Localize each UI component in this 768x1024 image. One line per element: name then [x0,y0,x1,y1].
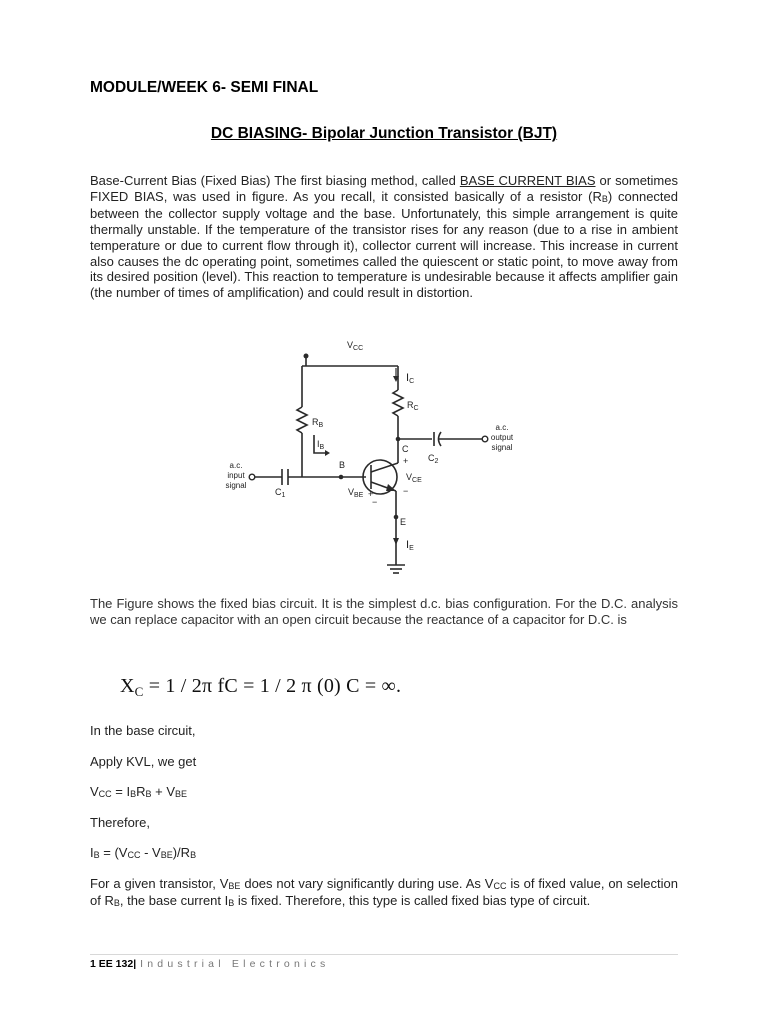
footer-divider [90,954,678,955]
ic-label: $I_C$ [406,372,415,385]
page-number: 1 EE 132| [90,958,137,970]
output-signal-label-2: output [490,433,514,442]
page-footer [90,958,329,970]
therefore-text: Therefore, [90,815,150,830]
course-name: Industrial Electronics [140,958,330,970]
vbe-plus: + [368,489,374,499]
equation-vcc: VCC = IBRB + VBE [90,784,188,799]
ie-label: $I_E$ [406,539,414,552]
page-title: DC BIASING- Bipolar Junction Transistor (BJT) [210,125,558,142]
c2-label: $C_2$ [428,453,439,465]
analysis-paragraph: The Figure shows the fixed bias circuit. It is the simplest d.c. bias configuration. For the D.C. analysis we can replace capacitor with an open circuit because the reactance of a capacitor for D.C. is [90,596,678,627]
vbe-minus: − [372,497,378,507]
ib-label: $I_B$ [317,439,325,451]
input-signal-label-1: a.c. [229,461,243,470]
reactance-formula: $X_C = 1 / 2\pi$ fC = 1 / 2 π (0) C = ∞. [120,675,402,699]
collector-node-label: C [402,444,409,454]
vbe-label: $V_{BE}$ [348,487,364,499]
vce-minus: − [403,486,409,496]
intro-paragraph: Base-Current Bias (Fixed Bias) The first biasing method, called BASE CURRENT BIAS or sometimes FIXED BIAS, was used in figure. As you recall, it consisted basically of a resistor (RB) connected between the collector supply voltage and the base. Unfortunately, this simple arrangement is quite thermally unstable. If the temperature of the transistor rises for any reason (due to a rise in ambient temperature or due to current flow through it), collector current will increase. This increase in current also causes the dc operating point, sometimes called the quiescent or static point, to move away from its desired position (level). This reaction to temperature is undesirable because it affects amplifier gain (the number of times of amplification) and could result in distortion. [90,173,678,300]
vcc-label: $V_{CC}$ [347,340,364,352]
vce-plus: + [403,456,409,466]
input-signal-label-2: input [227,471,245,480]
emitter-node-label: E [400,517,407,527]
base-circuit-text: In the base circuit, [90,723,196,738]
base-node-label: B [339,460,346,470]
base-current-bias-link: BASE CURRENT BIAS [459,173,596,188]
fixed-bias-conclusion: For a given transistor, VBE does not vary significantly during use. As VCC is of fixed value, on selection of RB, the base current IB is fixed. Therefore, this type is called fixed bias type of circuit. [90,876,678,909]
vce-label: $V_{CE}$ [406,472,422,484]
equation-ib: IB = (VCC - VBE)/RB [90,845,197,860]
output-signal-label-3: signal [491,443,513,452]
output-signal-label-1: a.c. [495,423,509,432]
c1-label: $C_1$ [275,487,286,499]
rc-label: $R_C$ [407,400,419,412]
fixed-bias-circuit-diagram [185,335,530,580]
module-heading: MODULE/WEEK 6- SEMI FINAL [90,79,319,96]
kvl-text: Apply KVL, we get [90,754,197,769]
rb-label: $R_B$ [312,417,324,429]
input-signal-label-3: signal [225,481,247,490]
